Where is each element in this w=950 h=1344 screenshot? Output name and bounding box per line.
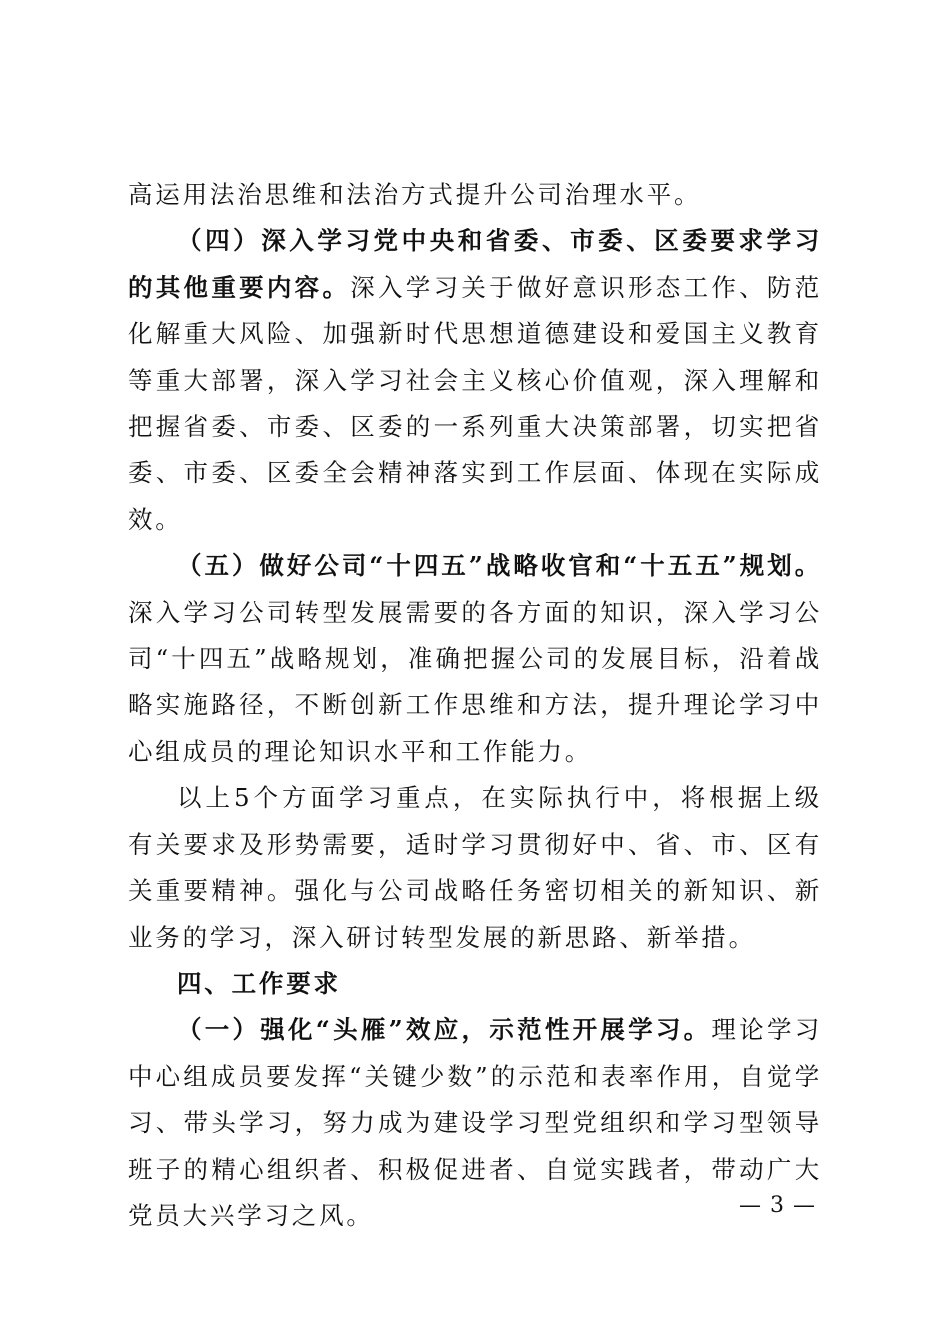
paragraph-text: 深入学习关于做好意识形态工作、防范化解重大风险、加强新时代思想道德建设和爱国主义教育等重大部署，深入学习社会主义核心价值观，深入理解和把握省委、市委、区委的一系列重大决策部署，切实把省委、市委、区委全会精神落实到工作层面、体现在实际成效。 bbox=[128, 272, 822, 534]
summary-paragraph bbox=[128, 775, 822, 961]
document-body bbox=[128, 172, 822, 1239]
paragraph-text: 高运用法治思维和法治方式提升公司治理水平。 bbox=[128, 180, 702, 209]
paragraph-text: 理论学习中心组成员要发挥“关键少数”的示范和表率作用，自觉学习、带头学习，努力成为建设学习型党组织和学习型领导班子的精心组织者、积极促进者、自觉实践者，带动广大党员大兴学习之风。 bbox=[128, 1015, 823, 1230]
continuation-paragraph bbox=[128, 172, 822, 218]
paragraph-text: 以上5个方面学习重点，在实际执行中，将根据上级有关要求及形势需要，适时学习贯彻好中、省、市、区有关重要精神。强化与公司战略任务密切相关的新知识、新业务的学习，深入研讨转型发展的新思路、新举措。 bbox=[128, 783, 822, 952]
requirement-one-title: （一）强化“头雁”效应，示范性开展学习。 bbox=[177, 1015, 712, 1045]
requirement-one-paragraph bbox=[128, 1007, 822, 1239]
paragraph-text: 深入学习公司转型发展需要的各方面的知识，深入学习公司“十四五”战略规划，准确把握公司的发展目标，沿着战略实施路径，不断创新工作思维和方法，提升理论学习中心组成员的理论知识水平和工作能力。 bbox=[128, 597, 822, 766]
section-four-paragraph bbox=[128, 218, 822, 543]
section-four-title: （四）深入学习党中央和省委、市委、区委要求学习的其他重要内容。 bbox=[128, 226, 822, 302]
section-five-paragraph bbox=[128, 543, 822, 775]
section-five-title: （五）做好公司“十四五”战略收官和“十五五”规划。 bbox=[177, 551, 822, 581]
page-number: — 3 — bbox=[739, 1193, 816, 1218]
section-heading-work-requirements: 四、工作要求 bbox=[177, 968, 341, 998]
